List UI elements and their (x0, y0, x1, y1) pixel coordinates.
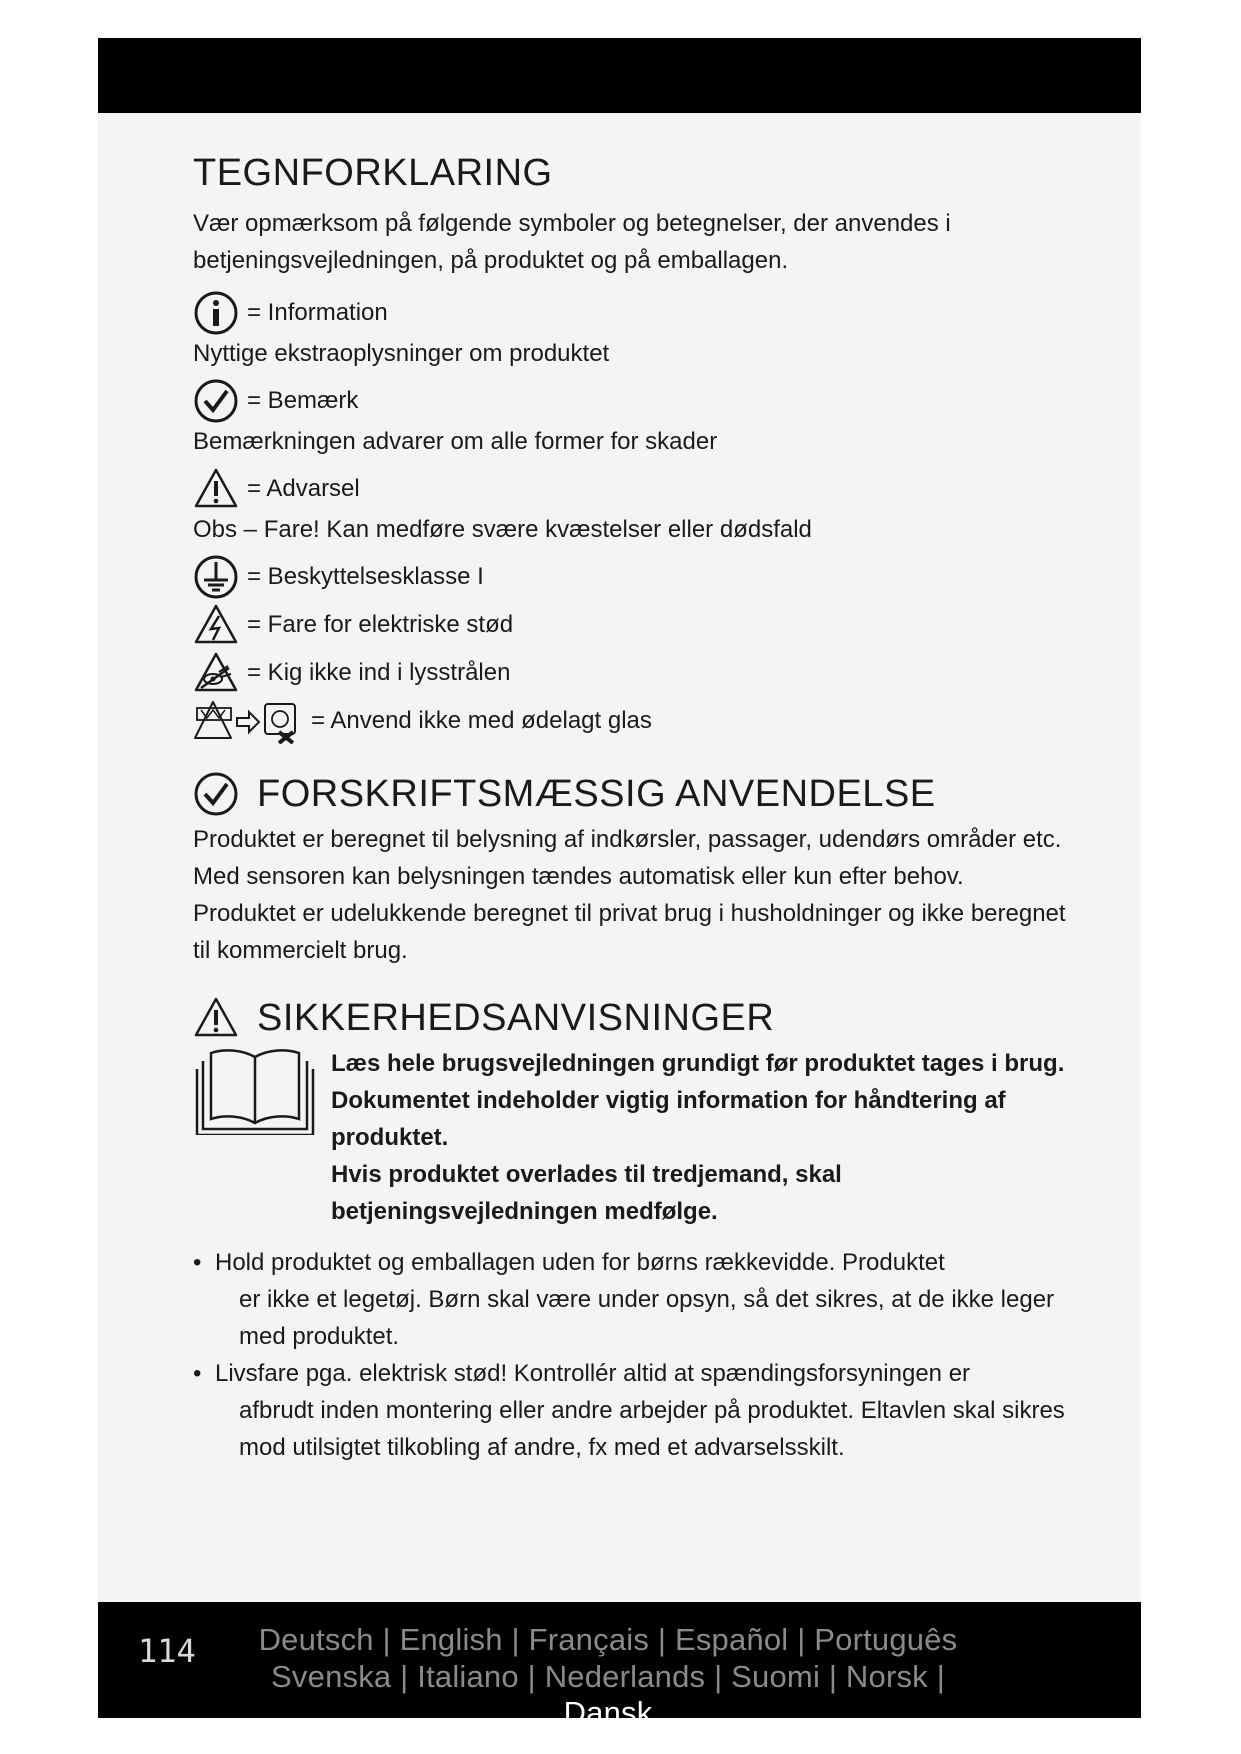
symbol-row (193, 377, 1073, 425)
language-link-espanol[interactable]: Español (674, 1622, 789, 1657)
bullet-continuation: afbrudt inden montering eller andre arbejder på produktet. Eltavlen skal sikres mod utilsigtet tilkobling af andre, fx med et advarselsskilt. (239, 1397, 1065, 1461)
footer-bar (98, 1602, 1141, 1730)
language-link-portugues[interactable]: Português (814, 1622, 958, 1657)
language-separator: | (518, 1659, 545, 1694)
bullet-first-line: • Livsfare pga. elektrisk stød! Kontrollér altid at spændingsforsyningen er (215, 1360, 971, 1387)
page-number: 114 (138, 1632, 196, 1670)
safety-bullet-list (193, 1244, 1073, 1466)
checkmark-icon (193, 378, 239, 424)
list-item (193, 1244, 1073, 1355)
symbol-label: = Anvend ikke med ødelagt glas (311, 707, 652, 734)
legend-title: TEGNFORKLARING (193, 152, 553, 194)
intended-use-heading (193, 771, 1073, 817)
electric-shock-icon (193, 602, 239, 648)
language-link-francais[interactable]: Français (528, 1622, 650, 1657)
language-link-suomi[interactable]: Suomi (731, 1659, 821, 1694)
read-manual-text (331, 1045, 1073, 1230)
language-link-dansk-active[interactable]: Dansk (563, 1695, 653, 1730)
info-icon (193, 290, 239, 336)
language-separator: | (927, 1659, 945, 1694)
symbol-label: = Information (247, 299, 388, 326)
symbol-label: = Bemærk (247, 387, 359, 414)
safety-heading (193, 995, 1073, 1041)
read-manual-text-1: Læs hele brugsvejledningen grundigt før produktet tages i brug. Dokumentet indeholder vigtig information for håndtering af produktet. (331, 1050, 1065, 1151)
language-link-norsk[interactable]: Norsk (845, 1659, 928, 1694)
symbol-label: = Advarsel (247, 475, 360, 502)
language-separator: | (649, 1622, 675, 1657)
intended-use-title: FORSKRIFTSMÆSSIG ANVENDELSE (257, 772, 936, 815)
symbol-list (193, 289, 1073, 745)
language-link-italiano[interactable]: Italiano (417, 1659, 519, 1694)
language-separator: | (391, 1659, 418, 1694)
language-link-svenska[interactable]: Svenska (271, 1659, 392, 1694)
symbol-row (193, 465, 1073, 513)
language-link-nederlands[interactable]: Nederlands (544, 1659, 706, 1694)
language-nav-line-1 (248, 1622, 968, 1658)
read-manual-text-2: Hvis produktet overlades til tredjemand, skal betjeningsvejledningen medfølge. (331, 1161, 842, 1225)
symbol-label: = Beskyttelsesklasse I (247, 563, 484, 590)
symbol-row (193, 289, 1073, 337)
bullet-continuation: er ikke et legetøj. Børn skal være under opsyn, så det sikres, at de ikke leger med produktet. (239, 1286, 1055, 1350)
page-content (193, 152, 1073, 1466)
read-manual-block (193, 1045, 1073, 1230)
symbol-row (193, 601, 1073, 649)
language-separator: | (705, 1659, 732, 1694)
header-bar (98, 38, 1141, 113)
language-nav-line-2 (248, 1659, 968, 1731)
symbol-row (193, 553, 1073, 601)
intended-use-text-1: Produktet er beregnet til belysning af indkørsler, passager, udendørs områder etc. Med sensoren kan belysningen tændes automatisk eller kun efter behov. (193, 826, 1062, 890)
symbol-label: = Fare for elektriske stød (247, 611, 514, 638)
symbol-desc: Nyttige ekstraoplysninger om produktet (193, 340, 610, 367)
broken-glass-icon (193, 698, 303, 744)
symbol-desc: Bemærkningen advarer om alle former for skader (193, 428, 718, 455)
bullet-first-line: • Hold produktet og emballagen uden for børns rækkevidde. Produktet (215, 1249, 945, 1276)
symbol-row (193, 697, 1073, 745)
checkmark-icon (193, 771, 239, 817)
list-item (193, 1355, 1073, 1466)
language-link-english[interactable]: English (399, 1622, 503, 1657)
language-separator: | (788, 1622, 815, 1657)
language-link-deutsch[interactable]: Deutsch (258, 1622, 374, 1657)
language-separator: | (373, 1622, 400, 1657)
symbol-label: = Kig ikke ind i lysstrålen (247, 659, 511, 686)
warning-icon (193, 466, 239, 512)
language-separator: | (502, 1622, 529, 1657)
open-book-icon (193, 1045, 317, 1135)
symbol-desc: Obs – Fare! Kan medføre svære kvæstelser eller dødsfald (193, 516, 812, 543)
safety-title: SIKKERHEDSANVISNINGER (257, 996, 775, 1039)
no-look-beam-icon (193, 650, 239, 696)
warning-icon (193, 995, 239, 1041)
intended-use-text-2: Produktet er udelukkende beregnet til privat brug i husholdninger og ikke beregnet til kommercielt brug. (193, 900, 1066, 964)
language-separator: | (820, 1659, 846, 1694)
symbol-row (193, 649, 1073, 697)
protection-class-icon (193, 554, 239, 600)
legend-intro: Vær opmærksom på følgende symboler og betegnelser, der anvendes i betjeningsvejledningen, på produktet og på emballagen. (193, 210, 951, 274)
